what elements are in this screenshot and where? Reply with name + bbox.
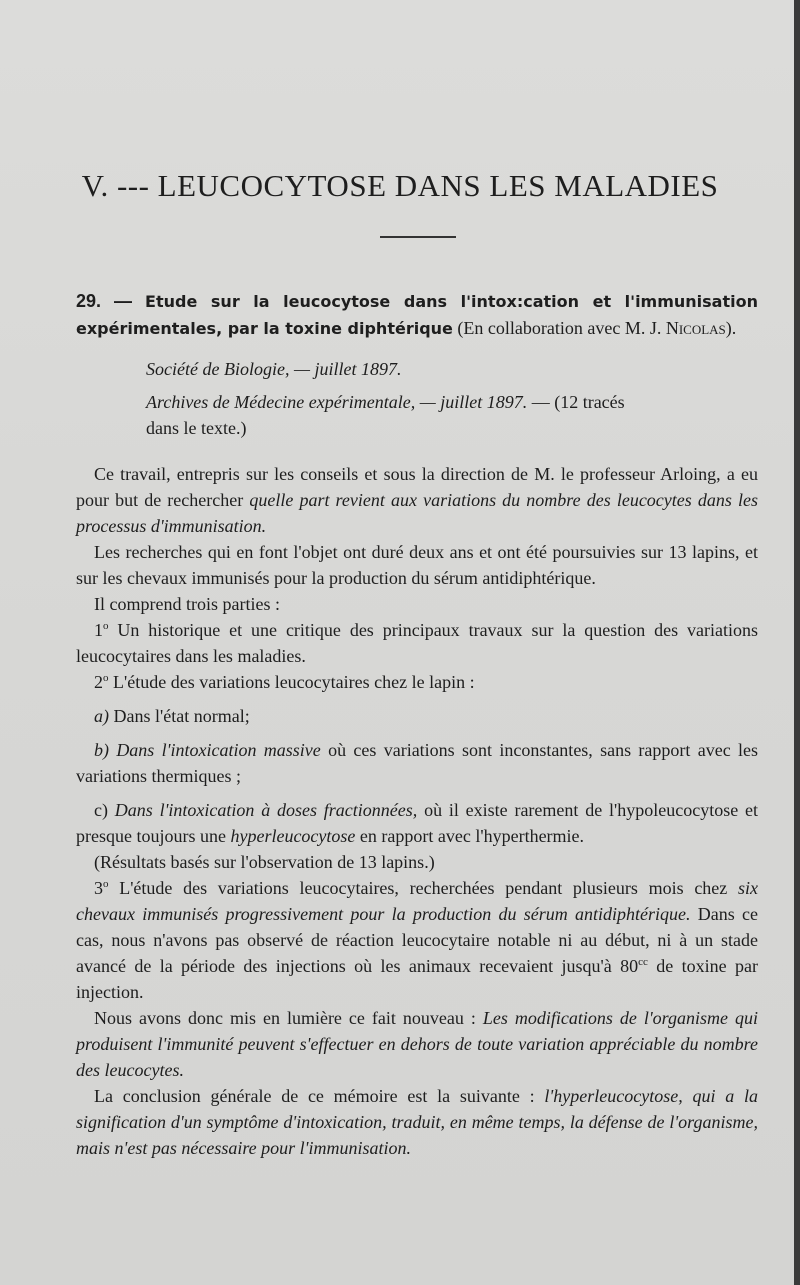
part-2-number: 2 xyxy=(94,672,103,692)
item-b xyxy=(76,737,758,789)
reference-archives-date: — juillet 1897. xyxy=(415,392,528,412)
paragraph-results: (Résultats basés sur l'observation de 13 lapins.) xyxy=(94,852,435,872)
paragraph-intro-italic: quelle part revient aux variations du nombre des leucocytes dans les processus d'immunisation. xyxy=(76,490,758,536)
reference-archives-journal: Archives de Médecine expérimentale, xyxy=(146,392,416,412)
paragraph-conclusion xyxy=(76,1083,758,1161)
entry-title: Etude sur la leucocytose dans l'intox:cation et l'immunisation expérimentales, par la toxine diphtérique xyxy=(76,292,758,338)
part-3-sup-cc: cc xyxy=(638,956,648,968)
collab-suffix: ). xyxy=(725,318,737,338)
item-b-italic: Dans l'intoxication massive xyxy=(116,740,321,760)
item-c-label: c) xyxy=(94,800,115,820)
collab-prefix: (En collaboration avec M. J. xyxy=(452,318,666,338)
body-text xyxy=(76,461,758,1161)
title-rule xyxy=(380,236,456,238)
part-3-text-3: de toxine par injection. xyxy=(76,956,758,1002)
item-c-italic-2: hyperleucocytose xyxy=(230,826,356,846)
part-1-sup: o xyxy=(103,620,109,632)
paragraph-new-fact xyxy=(76,1005,758,1083)
new-fact-text: Nous avons donc mis en lumière ce fait nouveau : xyxy=(94,1008,483,1028)
item-c-italic-1: Dans l'intoxication à doses fractionnées, xyxy=(114,800,418,820)
paragraph-part-2 xyxy=(76,669,758,695)
paragraph-intro-text: Ce travail, entrepris sur les conseils et sous la direction de M. le professeur Arloing, a eu pour but de rechercher xyxy=(76,464,758,510)
item-a xyxy=(76,703,758,729)
conclusion-text: La conclusion générale de ce mémoire est la suivante : xyxy=(94,1086,545,1106)
part-2-sup: o xyxy=(103,672,109,684)
chapter-title: V. --- LEUCOCYTOSE DANS LES MALADIES xyxy=(81,168,719,203)
part-3-text-1: L'étude des variations leucocytaires, recherchées pendant plusieurs mois chez xyxy=(108,878,738,898)
part-3-text-2: Dans ce cas, nous n'avons pas observé de réaction leucocytaire notable ni au début, ni à un stade avancé de la période des injections où les animaux recevaient jusqu'à 80 xyxy=(76,904,758,976)
conclusion-italic: l'hyperleucocytose, qui a la signification d'un symptôme d'intoxication, traduit, en même temps, la défense de l'organisme, mais n'est pas nécessaire pour l'immunisation. xyxy=(76,1086,758,1158)
reference-archives xyxy=(146,389,758,415)
item-a-label: a) xyxy=(94,706,109,726)
part-1-text: Un historique et une critique des principaux travaux sur la question des variations leucocytaires dans les maladies. xyxy=(76,620,758,666)
paragraph-part-1 xyxy=(76,617,758,669)
paragraph-parts: Il comprend trois parties : xyxy=(94,594,280,614)
collab-name: Nicolas xyxy=(665,318,726,338)
item-a-text: Dans l'état normal; xyxy=(109,706,250,726)
reference-societe-biologie: Société de Biologie, — juillet 1897. xyxy=(146,359,402,379)
item-b-label: b) xyxy=(94,740,117,760)
paragraph-intro xyxy=(76,461,758,539)
part-3-italic: six chevaux immunisés progressivement pour la production du sérum antidiphtérique. xyxy=(76,878,758,924)
page-edge xyxy=(794,0,800,1285)
new-fact-italic: Les modifications de l'organisme qui produisent l'immunité peuvent s'effectuer en dehors de toute variation appréciable du nombre des leucocytes. xyxy=(76,1008,758,1080)
part-2-text: L'étude des variations leucocytaires chez le lapin : xyxy=(108,672,475,692)
reference-archives-rest: — (12 tracés xyxy=(527,392,625,412)
part-1-number: 1 xyxy=(94,620,103,640)
item-b-text: où ces variations sont inconstantes, sans rapport avec les variations thermiques ; xyxy=(76,740,759,786)
paragraph-part-3 xyxy=(76,875,758,1005)
reference-archives-continued: dans le texte.) xyxy=(146,418,247,438)
entry-number: 29. — xyxy=(76,291,146,311)
part-3-sup: o xyxy=(103,878,109,890)
item-c-text-1: où il existe rarement de l'hypoleucocytose et presque toujours une xyxy=(76,800,758,846)
item-c xyxy=(76,797,758,849)
item-c-text-2: en rapport avec l'hyperthermie. xyxy=(355,826,585,846)
entry-heading xyxy=(76,288,758,342)
paragraph-research: Les recherches qui en font l'objet ont duré deux ans et ont été poursuivies sur 13 lapins, et sur les chevaux immunisés pour la production du sérum antidiphtérique. xyxy=(76,542,758,588)
part-3-number: 3 xyxy=(94,878,103,898)
